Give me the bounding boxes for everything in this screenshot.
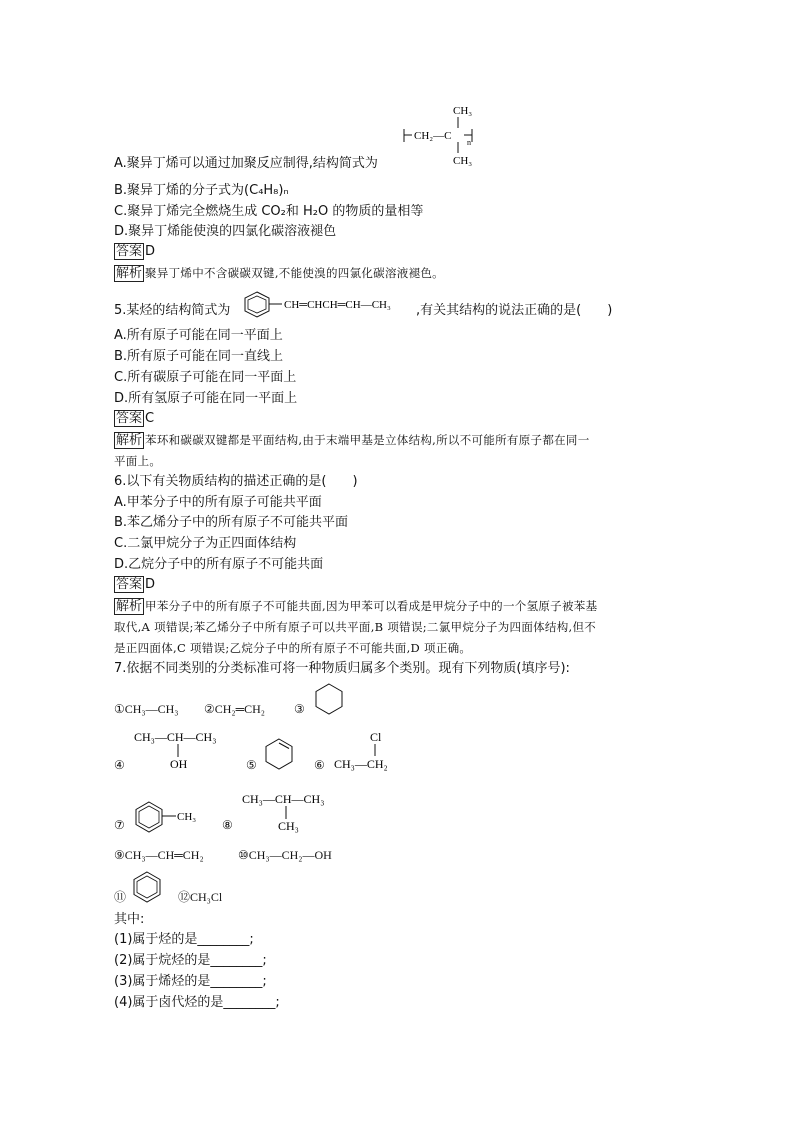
item-11-number: ⑪: [114, 890, 127, 904]
polymer-main-chain: CH₂—C: [414, 130, 452, 142]
q6-answer: D: [145, 577, 156, 592]
item-4-structure: [132, 728, 232, 772]
item-4-main: CH₃—CH—CH₃: [134, 730, 217, 744]
explain-label: 解析: [116, 266, 143, 281]
item-6-cl: Cl: [370, 730, 382, 744]
item-2: ②CH₂═CH₂: [204, 702, 265, 716]
answer-label: 答案: [116, 577, 143, 592]
item-6-number: ⑥: [314, 758, 325, 772]
q5-option-d: D.所有氢原子可能在同一平面上: [114, 391, 298, 406]
polyisobutylene-structure: [396, 100, 486, 170]
cyclohexane-icon: [312, 682, 346, 716]
q4-option-d: D.聚异丁烯能使溴的四氯化碳溶液褪色: [114, 224, 337, 239]
item-10: ⑩CH₃—CH₂—OH: [238, 848, 332, 862]
answer-label: 答案: [116, 244, 143, 259]
q7-among: 其中:: [114, 912, 145, 927]
item-6-structure: [332, 728, 402, 772]
polymer-bottom-ch3: CH₃: [453, 155, 473, 167]
q6-option-a: A.甲苯分子中的所有原子可能共平面: [114, 495, 322, 510]
toluene-ch3: CH₃: [177, 811, 197, 823]
q6-stem: 6.以下有关物质结构的描述正确的是( ): [114, 474, 358, 489]
q5-answer-row: [114, 410, 154, 428]
item-3-number: ③: [294, 702, 305, 716]
item-4-number: ④: [114, 758, 125, 772]
q6-option-c: C.二氯甲烷分子为正四面体结构: [114, 536, 297, 551]
q7-sub-4: (4)属于卤代烃的是________;: [114, 995, 280, 1010]
q4-explain-row: [114, 264, 444, 283]
q5-option-c: C.所有碳原子可能在同一平面上: [114, 370, 297, 385]
q5-answer: C: [145, 411, 155, 426]
item-8-main: CH₃—CH—CH₃: [242, 792, 325, 806]
q6-answer-row: [114, 576, 155, 594]
q5-chain: CH═CHCH═CH—CH₃: [284, 299, 391, 311]
q5-option-b: B.所有原子可能在同一直线上: [114, 349, 284, 364]
toluene-structure: [132, 800, 212, 834]
q7-stem: 7.依据不同类别的分类标准可将一种物质归属多个类别。现有下列物质(填序号):: [114, 661, 570, 676]
q6-option-b: B.苯乙烯分子中的所有原子不可能共平面: [114, 515, 349, 530]
q6-explanation-2: 取代,A 项错误;苯乙烯分子中所有原子可以共平面,B 项错误;二氯甲烷分子为四面体结构,但不: [114, 620, 597, 634]
item-9: ⑨CH₃—CH═CH₂: [114, 848, 204, 862]
item-1: ①CH₃—CH₃: [114, 702, 179, 716]
item-4-oh: OH: [170, 757, 188, 771]
benzene-icon: [130, 870, 164, 904]
item-7-number: ⑦: [114, 818, 125, 832]
explain-label: 解析: [116, 433, 143, 448]
cyclohexene-icon: [262, 736, 296, 772]
item-8-number: ⑧: [222, 818, 233, 832]
item-6-main: CH₃—CH₂: [334, 757, 388, 771]
q5-explain-row: [114, 431, 590, 450]
q5-explanation-1: 苯环和碳碳双键都是平面结构,由于末端甲基是立体结构,所以不可能所有原子都在同一: [145, 433, 590, 447]
q5-structure: [240, 288, 420, 322]
polymer-n: n: [467, 138, 471, 147]
q6-explanation-3: 是正四面体,C 项错误;乙烷分子中的所有原子不可能共面,D 项正确。: [114, 641, 472, 655]
item-8-structure: [240, 790, 340, 834]
q7-sub-3: (3)属于烯烃的是________;: [114, 974, 267, 989]
q4-answer-row: [114, 243, 155, 261]
answer-label: 答案: [116, 411, 143, 426]
q5-option-a: A.所有原子可能在同一平面上: [114, 328, 283, 343]
q4-option-a: A.聚异丁烯可以通过加聚反应制得,结构简式为: [114, 156, 378, 171]
q4-explanation: 聚异丁烯中不含碳碳双键,不能使溴的四氯化碳溶液褪色。: [145, 266, 444, 280]
explain-label: 解析: [116, 599, 143, 614]
q6-explain-row: [114, 597, 597, 616]
q4-option-b: B.聚异丁烯的分子式为(C₄H₈)ₙ: [114, 183, 289, 198]
q4-option-c: C.聚异丁烯完全燃烧生成 CO₂和 H₂O 的物质的量相等: [114, 204, 424, 219]
q6-option-d: D.乙烷分子中的所有原子不可能共面: [114, 557, 324, 572]
q5-stem-suffix: ,有关其结构的说法正确的是( ): [416, 303, 613, 318]
q5-explanation-2: 平面上。: [114, 454, 162, 468]
q7-sub-1: (1)属于烃的是________;: [114, 932, 254, 947]
polymer-top-ch3: CH₃: [453, 105, 473, 117]
q5-stem-prefix: 5.某烃的结构简式为: [114, 303, 231, 318]
q7-sub-2: (2)属于烷烃的是________;: [114, 953, 267, 968]
q6-explanation-1: 甲苯分子中的所有原子不可能共面,因为甲苯可以看成是甲烷分子中的一个氢原子被苯基: [145, 599, 598, 613]
item-5-number: ⑤: [246, 758, 257, 772]
item-12: ⑫CH₃Cl: [178, 890, 223, 904]
item-8-ch3: CH₃: [278, 819, 299, 833]
q4-answer: D: [145, 244, 156, 259]
